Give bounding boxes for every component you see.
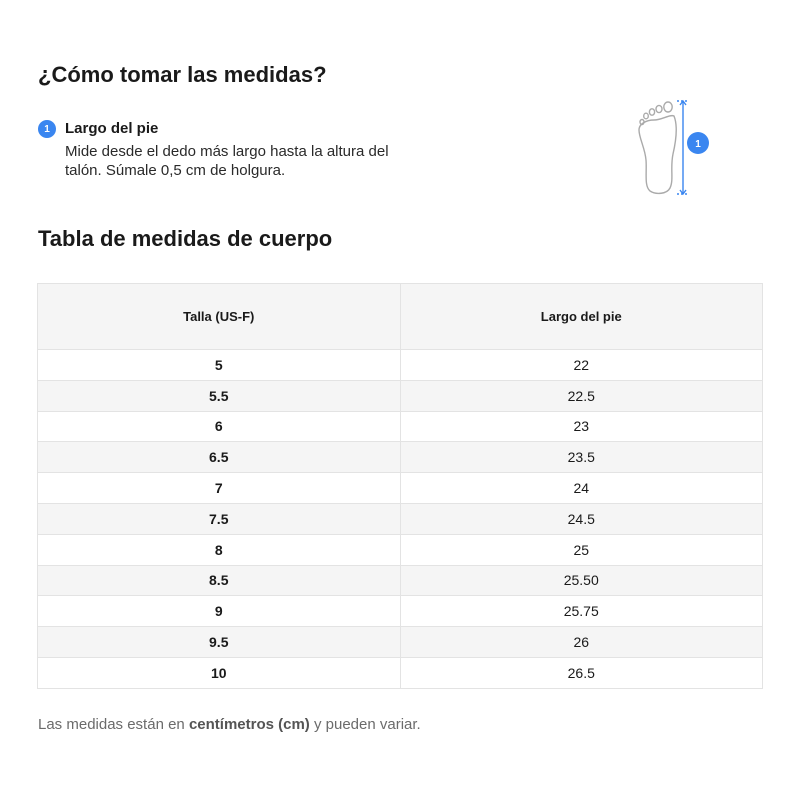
foot-length-cell: 24 [400,473,763,504]
foot-length-cell: 23 [400,411,763,442]
foot-length-cell: 25.75 [400,596,763,627]
step-number-badge: 1 [38,120,56,138]
header-size: Talla (US-F) [38,284,401,350]
footnote-text-end: y pueden variar. [309,716,421,733]
size-cell: 5.5 [38,380,401,411]
foot-length-icon [630,96,720,200]
table-row [38,627,763,658]
table-row [38,350,763,381]
table-row [38,565,763,596]
foot-length-cell: 25.50 [400,565,763,596]
foot-length-cell: 22 [400,350,763,381]
size-cell: 6.5 [38,442,401,473]
table-row [38,596,763,627]
footnote-text-start: Las medidas están en [38,716,189,733]
size-cell: 7.5 [38,503,401,534]
foot-length-cell: 26.5 [400,657,763,688]
foot-length-cell: 25 [400,534,763,565]
foot-length-cell: 24.5 [400,503,763,534]
footnote-units: centímetros (cm) [188,716,310,733]
foot-length-cell: 26 [400,627,763,658]
size-table [37,283,763,689]
table-row [38,442,763,473]
size-cell: 8.5 [38,565,401,596]
header-foot-length: Largo del pie [400,284,763,350]
table-row [38,534,763,565]
size-cell: 9 [38,596,401,627]
size-cell: 9.5 [38,627,401,658]
table-row [38,503,763,534]
table-row [38,380,763,411]
table-row [38,657,763,688]
size-cell: 5 [38,350,401,381]
size-cell: 7 [38,473,401,504]
illustration-badge: 1 [695,139,701,150]
foot-length-cell: 23.5 [400,442,763,473]
table-header-row [38,284,763,350]
foot-length-cell: 22.5 [400,380,763,411]
size-cell: 10 [38,657,401,688]
table-row [38,473,763,504]
how-to-measure-title: ¿Cómo tomar las medidas? [38,62,327,87]
units-footnote [38,716,421,733]
step-description: Mide desde el dedo más largo hasta la altura del talón. Súmale 0,5 cm de holgura. [65,143,389,179]
size-table-title: Tabla de medidas de cuerpo [38,226,333,251]
size-cell: 6 [38,411,401,442]
step-title: Largo del pie [65,120,159,137]
table-row [38,411,763,442]
size-cell: 8 [38,534,401,565]
